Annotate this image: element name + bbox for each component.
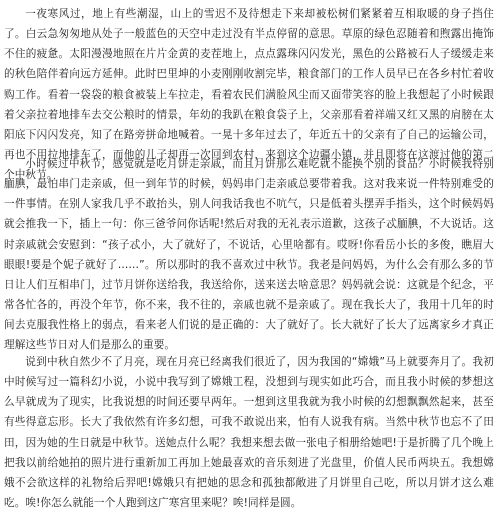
paragraph-autumn-scene: 一夜寒风过，地上有些潮湿，山上的雪迟不及待想走下来却被松树们紧紧着互相取暖的身子挡住了。白云急匆匆地从处子一般蓝色的天空中走过没有半点停留的意思。草原的绿色忍随着和煦露出掩饰不住的疲惫。太阳漫漫地照在片片金黄的麦茬地上，点点露珠闪闪发光，黑色的公路被石人子缓缓走来的秋色陪伴着向远方延伸。此时巴里坤的小麦刚刚收割完毕，粮食部门的工作人员早已在各乡村忙着收购工作。看着一袋袋的粮食被装上车拉走，看着农民们满脸风尘而又面带笑容的脸上我想起了小时候跟着父亲拉着地排车去交公粮时的情景，年幼的我趴在粮食袋子上，父亲那看着祥端又红又黑的肩膀在太阳底下闪闪发亮，知了在路旁拼命地喊着。一晃十多年过去了，年近五十的父亲有了自己的运输公司，再也不用拉地排车了，而他的儿子却再一次回到农村，来到这个边疆小镇，并且即将在这渡过他的第二个中秋节。 (4, 8, 494, 182)
paragraph-childhood-mid-autumn: 小时候过中秋节，感觉就是吃月饼走亲戚，而且月饼那么难吃就不能换个别的食品？小时候我特别腼腆，最怕串门走亲戚，但一到年节的时候，妈妈串门走亲戚总要带着我。这对我来说一件特别难受的一件事情。在别人家我几乎不敢抬头，别人问我话我也不吭气，只是低着头摆弄手指头，这个时候妈妈就会推我一下，插上一句：你三爸爷问你话呢!然后对我的无礼表示道歉，这孩子忒腼腆，不大说话。这时亲戚就会安慰到：“孩子忒小，大了就好了，不说话，心里啥都有。哎呀!你看岳小长的多俊，瞧眉大眼眼!要是个妮子就好了……”。所以那时的我不喜欢过中秋节。我老是问妈妈，为什么会有那么多的节日让人们互相串门，过节月饼你送给我，我送给你，送来送去啥意思？妈妈就会说：这就是个纪念，平常各忙各的，再没个年节，你不来，我不往的，亲戚也就不是亲戚了。现在我长大了，我用十几年的时间去克服我性格上的弱点，看来老人们说的是正确的：大了就好了。长大就好了长大了远离家乡才真正理解这些节日对人们是那么的重要。 (4, 158, 494, 352)
paragraph-moon-and-change: 说到中秋自然少不了月亮，现在月亮已经离我们很近了，因为我国的“嫦娥”马上就要奔月了。我初中时候写过一篇科幻小说，小说中我写到了嫦娥工程，没想到与现实如此巧合，而且我小时候的梦想这么早就成为了现实，比我说想的时间还要早两年。一想到这里我就为我小时候的幻想飘飘然起来，甚至有些得意忘形。长大了我依然有许多幻想，可我不敢说出来，怕有人说我有病。当然中秋节也忘不了田田，因为她的生日就是中秋节。送她点什么呢？我想来想去做一张电子相册给她吧!于是折腾了几个晚上把我以前给她拍的照片进行重新加工再加上她最喜欢的音乐刻进了光盘里，价值人民币两块五。我想嫦娥不会欲这样的礼物给后羿吧!嫦娥只有把她的思念和孤独都敞进了月饼里自己吃，所以月饼才这么难吃。唉!你怎么就能一个人跑到这广寒宫里来呢？唉!同样是圆。 (4, 356, 494, 510)
